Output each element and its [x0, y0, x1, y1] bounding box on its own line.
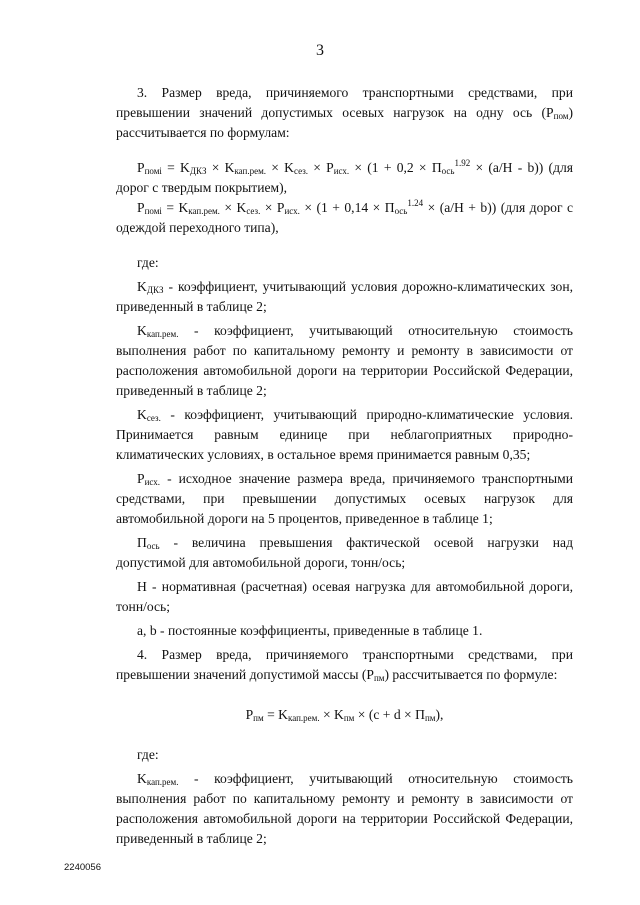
definition-h: H - нормативная (расчетная) осевая нагрузка для автомобильной дороги, тонн/ось;	[116, 579, 573, 614]
where-label: где:	[137, 255, 159, 270]
formula-hard-surface: $P_{помі} = K_{ДКЗ} \times K_{кап.рем.} \times K_{сез.} \times P_{исх.} \times (1 + 0,2 \times П_{ось}^{1.92} \times (a/H - b))$ (для дорог с твердым покрытием),	[116, 158, 574, 195]
page-number: 3	[316, 42, 324, 59]
definition-p-os: $П_{ось}$ - величина превышения фактической осевой нагрузки над допустимой для автомобильной дороги, тонн/ось;	[116, 535, 573, 570]
section-3-intro: 3. Размер вреда, причиняемого транспортными средствами, при превышении значений допустимых осевых нагрузок на одну ось $(P_{пом})$ рассчитывается по формулам:	[116, 85, 573, 140]
definition-k-kap-rem-2: $K_{кап.рем.}$ - коэффициент, учитывающий относительную стоимость выполнения работ по капитальному ремонту и ремонту в зависимости от расположения автомобильной дороги на территории Российской Федерации, приведенный в таблице 2;	[116, 771, 573, 846]
definition-a-b: a, b - постоянные коэффициенты, приведенные в таблице 1.	[137, 623, 483, 638]
where-label-2: где:	[137, 747, 159, 762]
definition-k-sez: $K_{сез.}$ - коэффициент, учитывающий природно-климатические условия. Принимается равным единице при неблагоприятных природно-климатических условиях, в остальное время принимается равным 0,35;	[116, 407, 573, 462]
definition-p-ish: $P_{исх.}$ - исходное значение размера вреда, причиняемого транспортными средствами, при превышении допустимых осевых нагрузок для автомобильной дороги на 5 процентов, приведенное в таблице 1;	[116, 471, 573, 526]
document-id: 2240056	[64, 862, 101, 873]
section-4-intro: 4. Размер вреда, причиняемого транспортными средствами, при превышении значений допустимой массы $(P_{пм})$ рассчитывается по формуле:	[116, 647, 573, 683]
formula-mass: $P_{пм} = K_{кап.рем.} \times K_{пм} \times (c + d \times П_{пм})$,	[245, 707, 444, 723]
definition-k-kap-rem: $K_{кап.рем.}$ - коэффициент, учитывающий относительную стоимость выполнения работ по капитальному ремонту и ремонту в зависимости от расположения автомобильной дороги на территории Российской Федерации, приведенный в таблице 2;	[116, 323, 573, 398]
formula-transitional-surface: $P_{помі} = K_{кап.рем.} \times K_{сез.} \times P_{исх.} \times (1 + 0,14 \times П_{ось}^{1.24} \times (a/H + b))$ (для дорог с одеждой переходного типа),	[116, 198, 574, 235]
definition-k-dkz: $K_{ДКЗ}$ - коэффициент, учитывающий условия дорожно-климатических зон, приведенный в таблице 2;	[116, 279, 573, 314]
document-body	[116, 83, 573, 849]
